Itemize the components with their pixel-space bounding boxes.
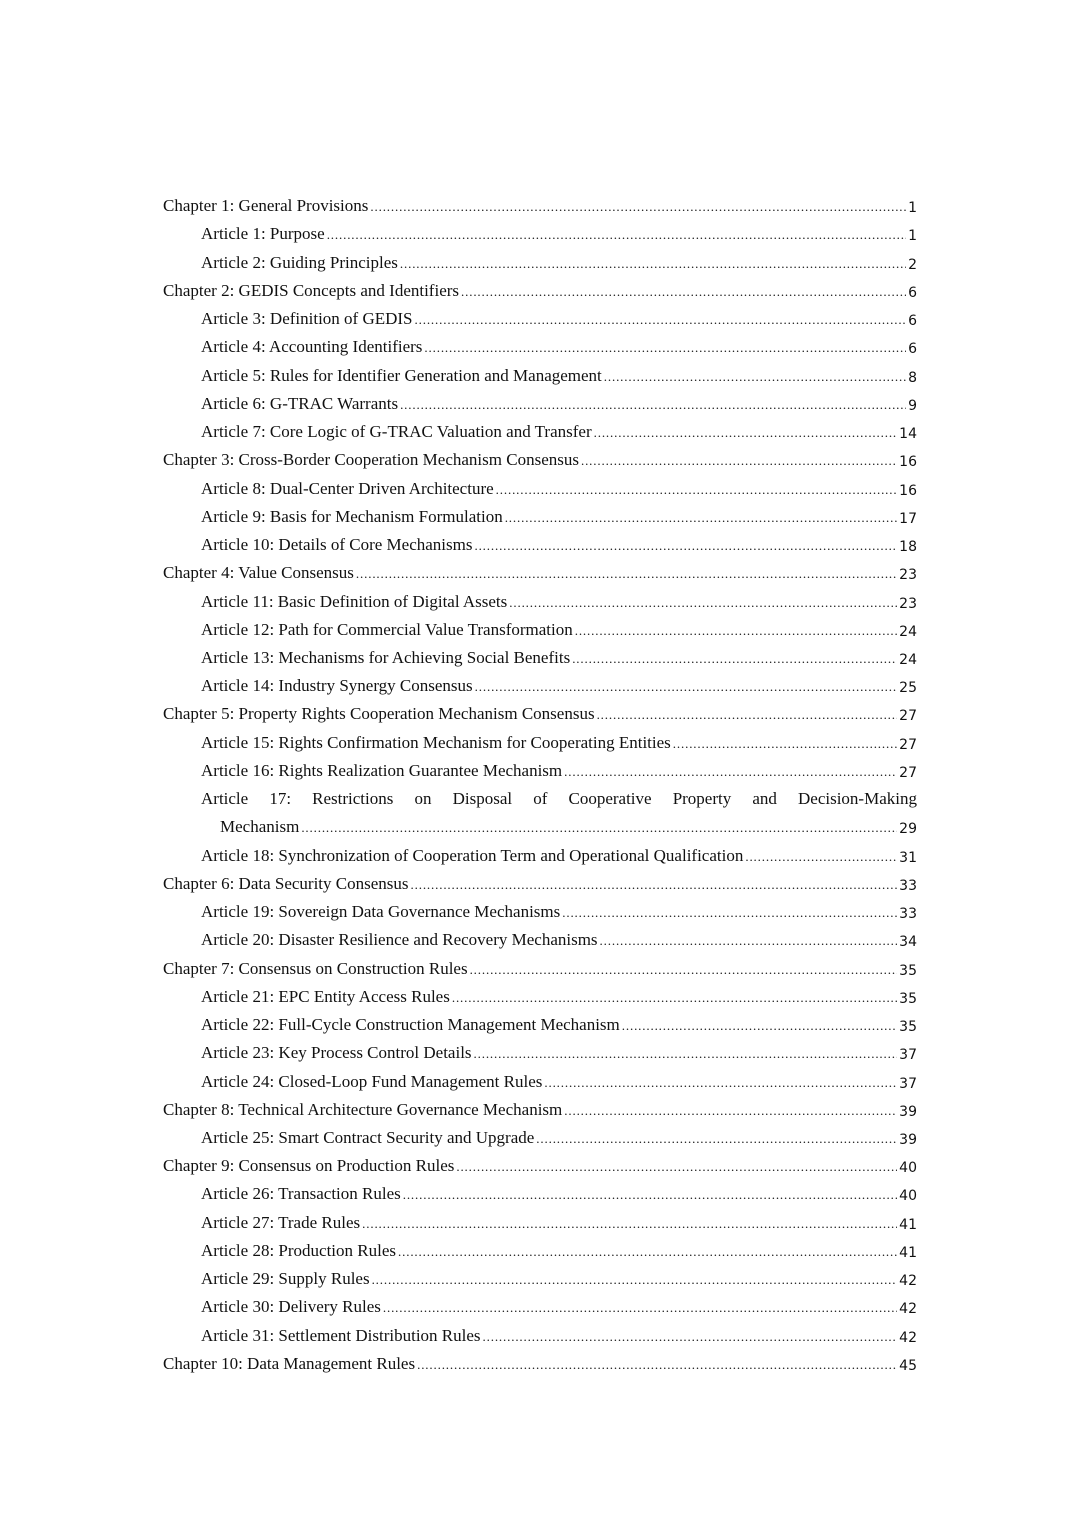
toc-page-number: 42 [899,1301,917,1318]
toc-page-number: 31 [899,849,917,866]
toc-article-label: Article 29: Supply Rules [201,1269,370,1289]
toc-page-number: 39 [899,1103,917,1120]
toc-article-label: Article 9: Basis for Mechanism Formulation [201,506,503,526]
toc-chapter-label: Chapter 7: Consensus on Construction Rules [163,958,468,978]
toc-article-label: Article 11: Basic Definition of Digital Assets [201,591,508,611]
toc-article-label: Article 6: G-TRAC Warrants [201,393,399,413]
toc-article-label: Article 7: Core Logic of G-TRAC Valuation and Transfer [201,422,592,442]
dot-leader [383,1297,897,1317]
dot-leader [483,1326,898,1346]
toc-article-label: Article 20: Disaster Resilience and Recovery Mechanisms [201,930,598,950]
toc-entry[interactable] [163,979,917,1007]
toc-entry-word: of [533,789,548,809]
dot-leader [370,196,906,216]
dot-leader [411,874,898,894]
toc-entry-word: Restrictions [312,789,394,809]
toc-entry[interactable] [163,1092,917,1120]
toc-entry[interactable] [163,1148,917,1176]
toc-entry[interactable] [163,1176,917,1204]
toc-article-label: Article 16: Rights Realization Guarantee Mechanism [201,760,563,780]
toc-article-label: Article 26: Transaction Rules [201,1184,401,1204]
toc-article-label: Article 31: Settlement Distribution Rules [201,1325,481,1345]
toc-entry-word: Disposal [452,789,513,809]
dot-leader [456,1156,897,1176]
dot-leader [417,1354,897,1374]
toc-chapter-label: Chapter 10: Data Management Rules [163,1353,416,1373]
toc-entry[interactable] [163,753,917,781]
toc-chapter-label: Chapter 3: Cross-Border Cooperation Mechanism Consensus [163,450,579,470]
dot-leader [544,1072,897,1092]
dot-leader [600,930,898,950]
toc-article-label: Article 8: Dual-Center Driven Architecture [201,478,494,498]
toc-page-number: 37 [899,1047,917,1064]
dot-leader [562,902,897,922]
toc-entry[interactable] [163,1317,917,1345]
toc-entry[interactable] [163,894,917,922]
toc-entry-word: on [414,789,432,809]
toc-chapter-label: Chapter 6: Data Security Consensus [163,873,409,893]
toc-article-label: Article 14: Industry Synergy Consensus [201,676,473,696]
toc-entry[interactable] [163,414,917,442]
toc-entry[interactable] [163,612,917,640]
toc-entry[interactable] [163,442,917,470]
toc-article-label: Article 13: Mechanisms for Achieving Social Benefits [201,647,571,667]
toc-page-number: 16 [899,454,917,471]
dot-leader [564,1100,897,1120]
dot-leader [327,224,906,244]
toc-page-number: 16 [899,482,917,499]
toc-entry-word: Decision-Making [798,789,917,809]
toc-page-number: 6 [908,284,917,301]
toc-entry-label-line [201,781,917,809]
toc-page-number: 29 [899,821,917,838]
dot-leader [372,1269,898,1289]
toc-article-label: Article 4: Accounting Identifiers [201,337,423,357]
dot-leader [415,309,907,329]
toc-chapter-label: Chapter 9: Consensus on Production Rules [163,1156,455,1176]
toc-page-number: 14 [899,426,917,443]
dot-leader [673,733,897,753]
dot-leader [575,620,897,640]
toc-page-number: 2 [908,256,917,273]
toc-page-number: 41 [899,1216,917,1233]
dot-leader [452,987,897,1007]
toc-entry[interactable] [163,1120,917,1148]
dot-leader [622,1015,897,1035]
toc-page-number: 35 [899,1019,917,1036]
toc-page-number: 34 [899,934,917,951]
toc-article-label: Article 25: Smart Contract Security and Upgrade [201,1127,535,1147]
toc-article-label: Article 5: Rules for Identifier Generation and Management [201,365,602,385]
dot-leader [594,422,898,442]
toc-entry[interactable] [163,499,917,527]
toc-entry[interactable] [163,216,917,244]
toc-article-label: Article 19: Sovereign Data Governance Mechanisms [201,902,561,922]
toc-chapter-label: Chapter 8: Technical Architecture Governance Mechanism [163,1099,563,1119]
dot-leader [509,592,897,612]
toc-entry[interactable] [163,470,917,498]
toc-page-number: 35 [899,990,917,1007]
dot-leader [604,366,906,386]
toc-entry[interactable] [163,329,917,357]
toc-article-label: Article 22: Full-Cycle Construction Management Mechanism [201,1015,620,1035]
toc-page-number: 1 [908,228,917,245]
toc-chapter-label: Chapter 1: General Provisions [163,196,369,216]
toc-page-number: 6 [908,341,917,358]
toc-entry[interactable] [163,555,917,583]
dot-leader [581,450,897,470]
dot-leader [572,648,897,668]
dot-leader [564,761,897,781]
toc-entry[interactable] [163,837,917,865]
dot-leader [424,337,906,357]
toc-page-number: 17 [899,510,917,527]
toc-article-label: Article 21: EPC Entity Access Rules [201,986,450,1006]
toc-entry[interactable] [163,781,917,837]
toc-article-label: Article 15: Rights Confirmation Mechanism for Cooperating Entities [201,732,671,752]
toc-article-label: Article 2: Guiding Principles [201,252,398,272]
toc-entry[interactable] [163,866,917,894]
toc-entry[interactable] [163,357,917,385]
toc-article-label: Article 10: Details of Core Mechanisms [201,535,473,555]
toc-chapter-label: Chapter 4: Value Consensus [163,563,354,583]
dot-leader [470,959,898,979]
toc-entry-word: and [752,789,777,809]
dot-leader [474,1043,898,1063]
toc-chapter-label: Chapter 2: GEDIS Concepts and Identifiers [163,280,460,300]
table-of-contents [163,188,917,1374]
toc-entry[interactable] [163,724,917,752]
toc-page-number: 18 [899,539,917,556]
dot-leader [496,479,898,499]
toc-page-number: 6 [908,313,917,330]
toc-article-label: Article 23: Key Process Control Details [201,1043,472,1063]
toc-page-number: 1 [908,200,917,217]
toc-page-number: 8 [908,369,917,386]
toc-entry[interactable] [163,301,917,329]
toc-page-number: 24 [899,623,917,640]
toc-article-label: Article 3: Definition of GEDIS [201,309,413,329]
toc-article-label: Article 12: Path for Commercial Value Transformation [201,619,573,639]
toc-chapter-label: Chapter 5: Property Rights Cooperation Mechanism Consensus [163,704,595,724]
toc-page-number: 40 [899,1188,917,1205]
toc-entry[interactable] [163,668,917,696]
toc-article-label: Article 27: Trade Rules [201,1212,361,1232]
toc-entry[interactable] [163,1289,917,1317]
toc-entry[interactable] [163,640,917,668]
dot-leader [362,1213,897,1233]
toc-page-number: 45 [899,1357,917,1374]
toc-page-number: 35 [899,962,917,979]
dot-leader [400,394,906,414]
toc-page-number: 27 [899,736,917,753]
toc-page-number: 37 [899,1075,917,1092]
toc-article-label: Article 18: Synchronization of Cooperation Term and Operational Qualification [201,845,744,865]
dot-leader [398,1241,897,1261]
toc-entry[interactable] [163,188,917,216]
toc-entry[interactable] [163,922,917,950]
dot-leader [461,281,906,301]
dot-leader [597,704,898,724]
toc-article-label: Article 28: Production Rules [201,1240,397,1260]
toc-entry-label: Mechanism [220,817,300,837]
toc-entry-continuation [201,809,917,837]
toc-entry[interactable] [163,527,917,555]
toc-entry[interactable] [163,1063,917,1091]
toc-entry[interactable] [163,386,917,414]
toc-page-number: 23 [899,567,917,584]
toc-entry-word: Cooperative [568,789,652,809]
toc-entry[interactable] [163,583,917,611]
toc-page-number: 42 [899,1273,917,1290]
toc-page-number: 27 [899,708,917,725]
toc-page-number: 40 [899,1160,917,1177]
toc-page-number: 41 [899,1244,917,1261]
dot-leader [536,1128,897,1148]
toc-page-number: 23 [899,595,917,612]
dot-leader [403,1184,897,1204]
toc-entry[interactable] [163,696,917,724]
toc-entry[interactable] [163,273,917,301]
dot-leader [505,507,897,527]
toc-page-number: 9 [908,397,917,414]
toc-page-number: 24 [899,651,917,668]
toc-entry[interactable] [163,1346,917,1374]
dot-leader [356,563,897,583]
toc-entry[interactable] [163,1261,917,1289]
toc-article-label: Article 30: Delivery Rules [201,1297,381,1317]
toc-entry[interactable] [163,1035,917,1063]
toc-entry[interactable] [163,1233,917,1261]
toc-entry[interactable] [163,244,917,272]
toc-page-number: 39 [899,1131,917,1148]
toc-entry[interactable] [163,1204,917,1232]
toc-page-number: 33 [899,877,917,894]
dot-leader [301,817,897,837]
toc-article-label: Article 1: Purpose [201,224,325,244]
toc-article-label: Article 24: Closed-Loop Fund Management Rules [201,1071,543,1091]
toc-entry-word: 17: [269,789,292,809]
toc-page-number: 42 [899,1329,917,1346]
toc-page-number: 27 [899,764,917,781]
toc-entry-word: Property [672,789,732,809]
toc-entry[interactable] [163,950,917,978]
toc-entry[interactable] [163,1007,917,1035]
toc-entry-word: Article [201,789,249,809]
toc-page-number: 25 [899,680,917,697]
toc-page-number: 33 [899,906,917,923]
dot-leader [745,846,897,866]
dot-leader [474,535,897,555]
dot-leader [400,253,906,273]
dot-leader [475,676,898,696]
